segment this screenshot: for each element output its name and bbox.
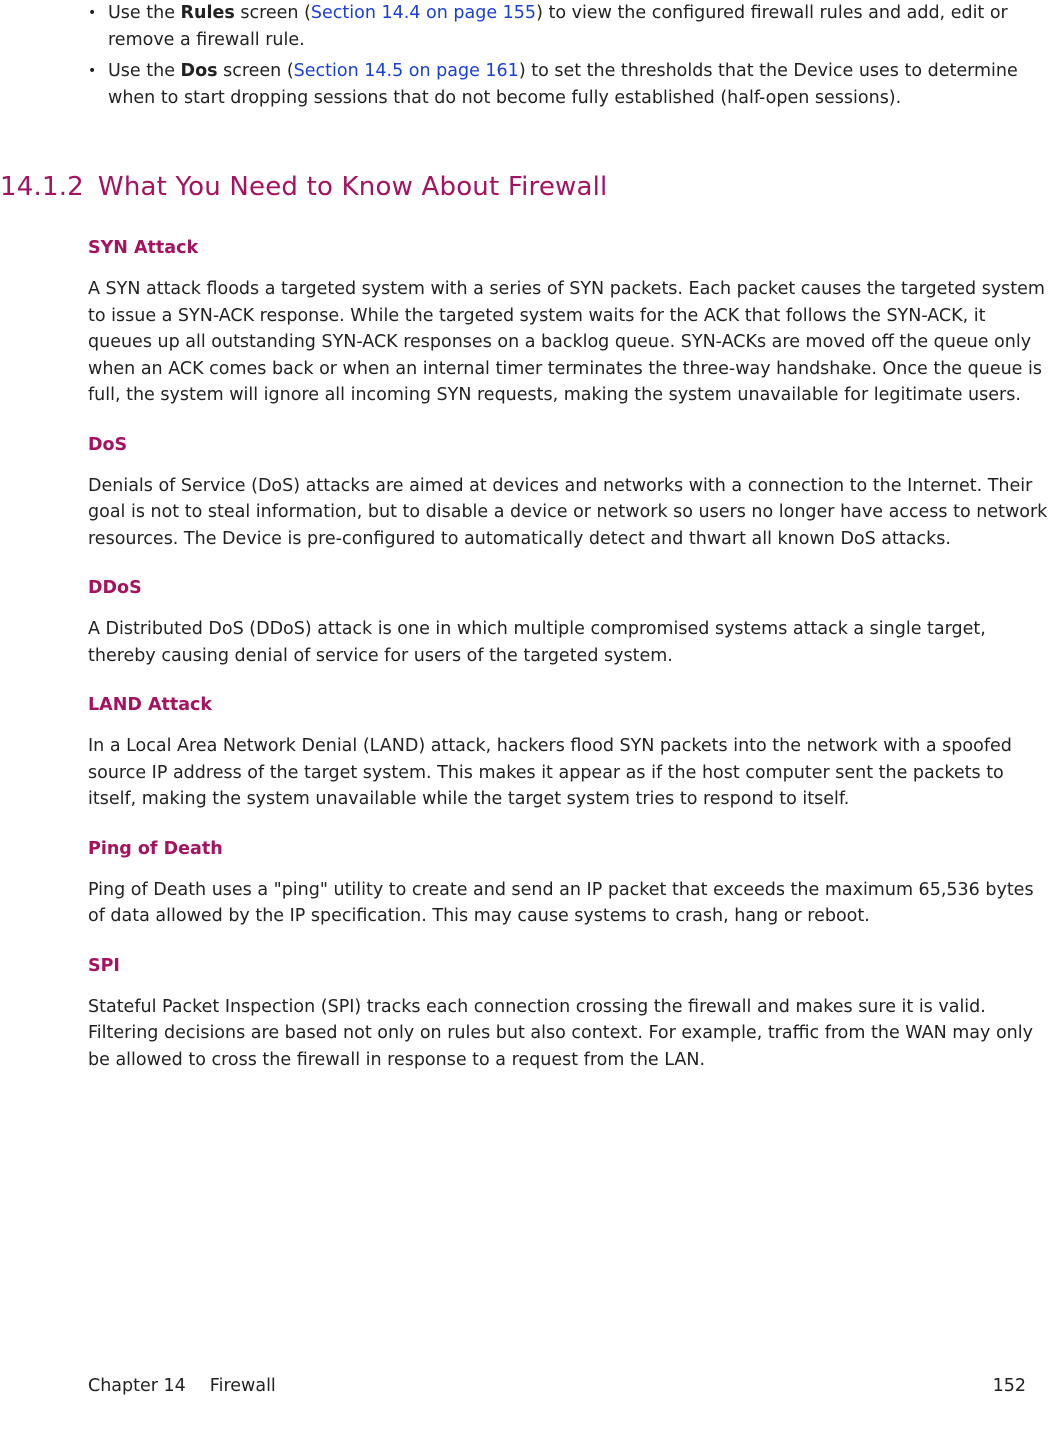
bullet-icon: • — [88, 5, 97, 21]
term-heading: DoS — [88, 434, 128, 455]
bullet-dos-screen: • Use the Dos screen (Section 14.5 on page 161) to set the thresholds that the Device uses to determine when to start dropping sessions that do not become fully established (half-open sessions). — [88, 58, 1028, 112]
term-heading: LAND Attack — [88, 695, 213, 715]
bullet-rules-screen: • Use the Rules screen (Section 14.4 on page 155) to view the configured firewall rules and add, edit or remove a firewall rule. — [88, 0, 1028, 54]
term-body: In a Local Area Network Denial (LAND) attack, hackers flood SYN packets into the network with a spoofed source IP address of the target system. This makes it appear as if the host computer sent the packets to itself, making the system unavailable while the target system tries to respond to itself. — [88, 736, 1012, 809]
term-land-attack — [88, 693, 1048, 813]
rules-label: Rules — [180, 3, 235, 23]
term-heading: DDoS — [88, 578, 142, 598]
term-ddos — [88, 576, 1048, 669]
term-heading: SPI — [88, 955, 120, 976]
dos-label: Dos — [180, 61, 218, 81]
page-number: 152 — [992, 1376, 1026, 1396]
footer-chapter: Chapter 14 Firewall — [88, 1376, 276, 1396]
term-body: Denials of Service (DoS) attacks are aimed at devices and networks with a connection to the Internet. Their goal is not to steal information, but to disable a device or network so users no longer have access to network resources. The Device is pre-configured to automatically detect and thwart all known DoS attacks. — [88, 475, 1048, 549]
term-syn-attack — [88, 236, 1048, 409]
term-heading: Ping of Death — [88, 838, 223, 859]
term-spi — [88, 954, 1048, 1074]
term-ping-of-death — [88, 837, 1048, 930]
section-number: 14.1.2 — [0, 172, 84, 202]
definitions — [88, 236, 1048, 1097]
section-title: What You Need to Know About Firewall — [97, 172, 608, 202]
section-14-4-link[interactable]: Section 14.4 on page 155 — [310, 3, 537, 23]
term-body: A Distributed DoS (DDoS) attack is one in which multiple compromised systems attack a single target, thereby causing denial of service for users of the targeted system. — [88, 619, 986, 666]
bullet-icon: • — [88, 63, 97, 79]
term-dos — [88, 433, 1048, 553]
bullet-list — [88, 0, 1028, 112]
term-body: Stateful Packet Inspection (SPI) tracks each connection crossing the firewall and makes sure it is valid. Filtering decisions are based not only on rules but also context. For example, traffic from the WAN may only be allowed to cross the firewall in response to a request from the LAN. — [88, 996, 1033, 1070]
section-heading — [0, 172, 608, 202]
term-heading: SYN Attack — [88, 238, 199, 258]
term-body: A SYN attack floods a targeted system with a series of SYN packets. Each packet causes the targeted system to issue a SYN-ACK response. While the targeted system waits for the ACK that follows the SYN-ACK, it queues up all outstanding SYN-ACK responses on a backlog queue. SYN-ACKs are moved off the queue only when an ACK comes back or when an internal timer terminates the three-way handshake. Once the queue is full, the system will ignore all incoming SYN requests, making the system unavailable for legitimate users. — [88, 279, 1045, 405]
term-body: Ping of Death uses a "ping" utility to create and send an IP packet that exceeds the maximum 65,536 bytes of data allowed by the IP specification. This may cause systems to crash, hang or reboot. — [88, 879, 1034, 926]
section-14-5-link[interactable]: Section 14.5 on page 161 — [293, 61, 519, 81]
